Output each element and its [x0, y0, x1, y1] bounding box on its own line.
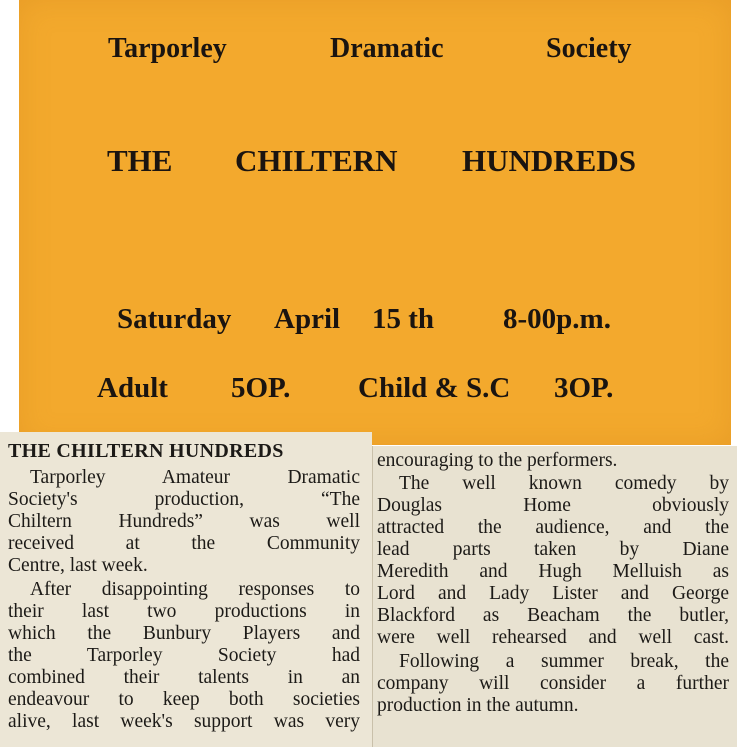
article-line: were well rehearsed and well cast. [377, 627, 729, 648]
ticket-card [19, 0, 731, 445]
article-line: which the Bunbury Players and [8, 623, 360, 644]
article-line: Meredith and Hugh Melluish as [377, 561, 729, 582]
article-line: Centre, last week. [8, 555, 148, 576]
date-day: Saturday [117, 303, 232, 335]
article-line: encouraging to the performers. [377, 450, 618, 471]
article-headline: THE CHILTERN HUNDREDS [8, 440, 284, 462]
article-line: Following a summer break, the [399, 651, 729, 672]
article-line: Tarporley Amateur Dramatic [30, 467, 360, 488]
title-word-2: CHILTERN [235, 143, 398, 178]
article-line: endeavour to keep both societies [8, 689, 360, 710]
date-number: 15 th [372, 303, 435, 335]
society-word-2: Dramatic [330, 33, 444, 64]
article-line: company will consider a further [377, 673, 729, 694]
article-line: Lord and Lady Lister and George [377, 583, 729, 604]
society-word-3: Society [546, 33, 632, 64]
article-line: The well known comedy by [399, 473, 729, 494]
child-price: 3OP. [554, 372, 614, 404]
child-label: Child & S.C [358, 372, 511, 404]
article-line: Blackford as Beacham the butler, [377, 605, 729, 626]
article-line: attracted the audience, and the [377, 517, 729, 538]
article-line: the Tarporley Society had [8, 645, 360, 666]
article-line: alive, last week's support was very [8, 711, 360, 732]
article-line: Douglas Home obviously [377, 495, 729, 516]
adult-label: Adult [97, 372, 168, 404]
article-line: Chiltern Hundreds” was well [8, 511, 360, 532]
title-word-1: THE [107, 143, 173, 178]
adult-price: 5OP. [231, 372, 291, 404]
article-right-column [372, 446, 737, 747]
article-line: After disappointing responses to [30, 579, 360, 600]
article-line: Society's production, “The [8, 489, 360, 510]
article-line: their last two productions in [8, 601, 360, 622]
society-word-1: Tarporley [108, 33, 227, 64]
article-line: lead parts taken by Diane [377, 539, 729, 560]
date-month: April [274, 303, 341, 335]
article-left-column [0, 432, 372, 747]
article-line: production in the autumn. [377, 695, 579, 716]
performance-time: 8-00p.m. [503, 303, 611, 335]
article-line: combined their talents in an [8, 667, 360, 688]
title-word-3: HUNDREDS [462, 143, 636, 178]
article-line: received at the Community [8, 533, 360, 554]
